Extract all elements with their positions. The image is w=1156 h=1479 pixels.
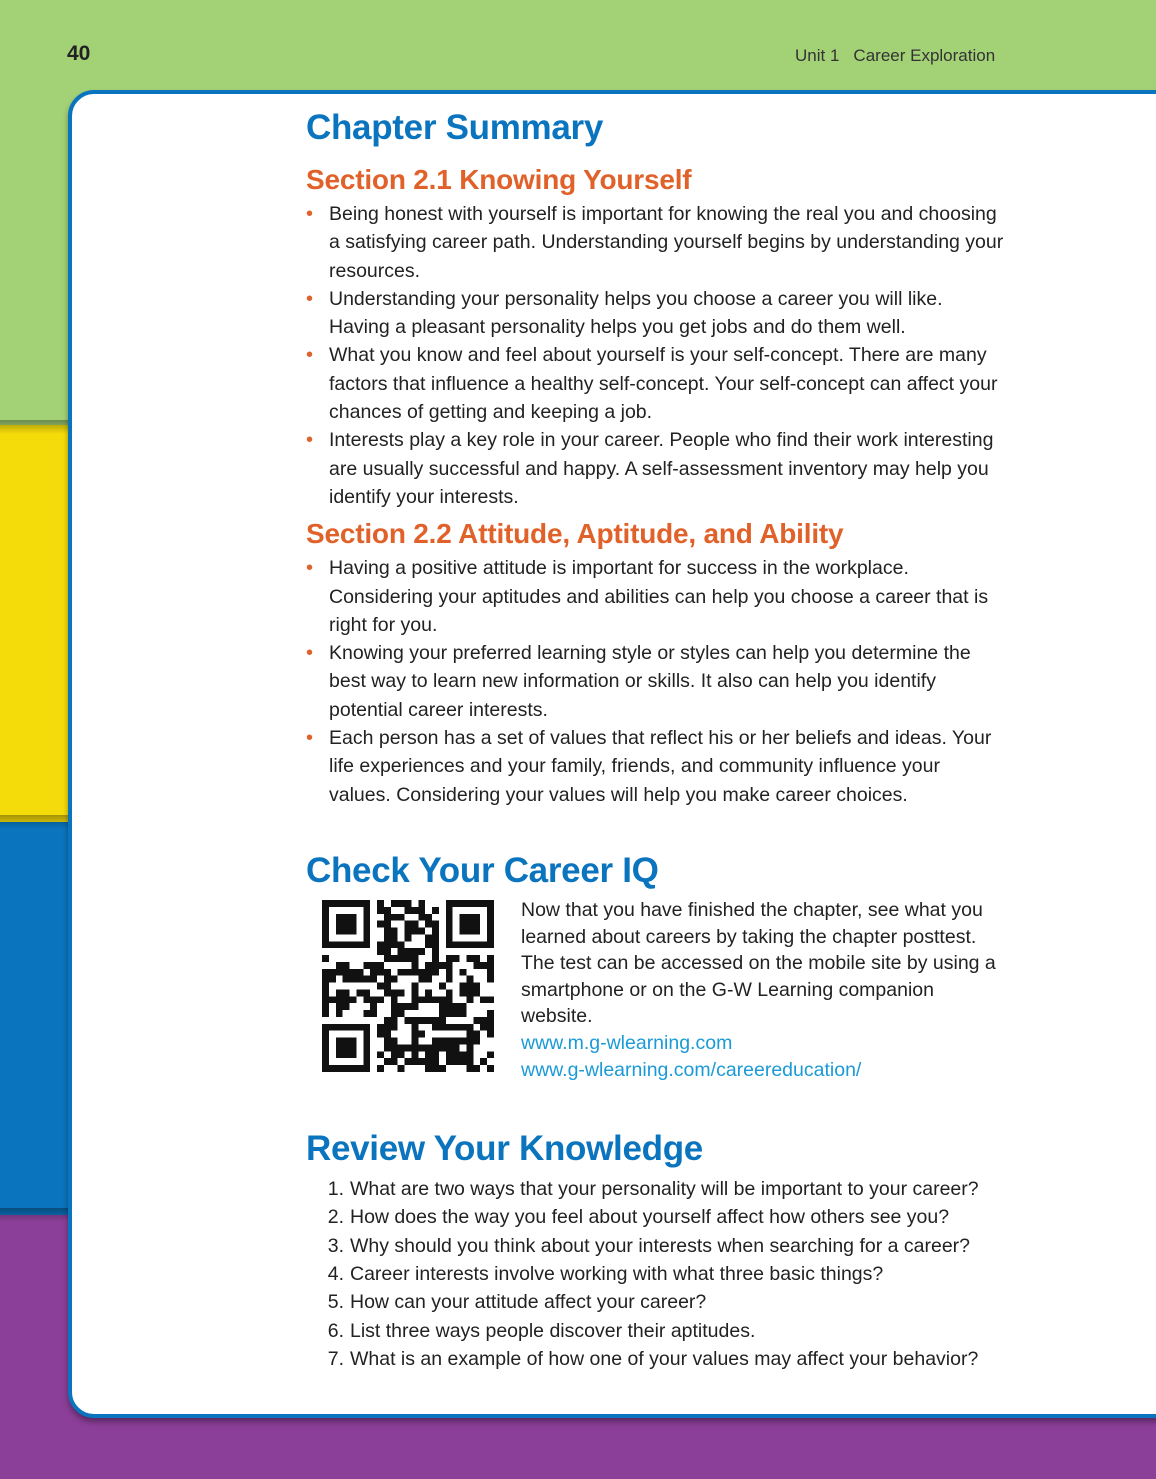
section-2-2-heading: Section 2.2 Attitude, Aptitude, and Ability <box>306 518 844 550</box>
question-number: 2. <box>327 1206 344 1229</box>
chapter-summary-title: Chapter Summary <box>306 108 603 147</box>
list-item: • Being honest with yourself is important for knowing the real you and choosing a satisfying career path. Understanding yourself begins by understanding your resources. <box>306 200 1006 285</box>
list-item <box>306 1175 1006 1203</box>
section-2-1-heading: Section 2.1 Knowing Yourself <box>306 164 692 195</box>
career-iq-row <box>306 897 1006 1083</box>
list-item: • Knowing your preferred learning style or styles can help you determine the best way to learn new information or skills. It also can help you identify potential career interests. <box>306 639 1006 724</box>
question-text: Why should you think about your interests when searching for a career? <box>350 1234 971 1257</box>
question-number: 1. <box>327 1178 344 1201</box>
question-number: 6. <box>327 1319 344 1342</box>
list-item <box>306 1203 1006 1231</box>
question-number: 7. <box>327 1347 344 1370</box>
question-number: 3. <box>327 1234 344 1257</box>
list-item <box>306 1260 1006 1288</box>
running-head <box>795 46 995 66</box>
review-knowledge-title: Review Your Knowledge <box>306 1129 703 1169</box>
section-2-2-bullets <box>306 554 1006 809</box>
list-item <box>306 1345 1006 1373</box>
question-text: What are two ways that your personality will be important to your career? <box>350 1178 979 1201</box>
question-text: What is an example of how one of your values may affect your behavior? <box>350 1347 979 1370</box>
page-number: 40 <box>67 42 91 65</box>
list-item <box>306 1288 1006 1316</box>
page-content <box>306 108 1006 1373</box>
question-text: Career interests involve working with what three basic things? <box>350 1262 884 1285</box>
question-text: How can your attitude affect your career? <box>350 1291 707 1314</box>
unit-title: Career Exploration <box>853 46 996 65</box>
unit-label: Unit 1 <box>795 46 840 65</box>
career-iq-title: Check Your Career IQ <box>306 850 659 890</box>
qr-code-icon[interactable] <box>322 900 494 1072</box>
question-text: How does the way you feel about yourself affect how others see you? <box>350 1206 950 1229</box>
list-item: • Each person has a set of values that reflect his or her beliefs and ideas. Your life experiences and your family, friends, and community influence your values. Considering your values will help you make career choices. <box>306 724 1006 809</box>
question-number: 4. <box>327 1262 344 1285</box>
question-number: 5. <box>327 1291 344 1314</box>
career-iq-text: Now that you have finished the chapter, see what you learned about careers by taking the chapter posttest. The test can be accessed on the mobile site by using a smartphone or on the G-W Learning companion website. <box>521 898 996 1028</box>
list-item: • Interests play a key role in your career. People who find their work interesting are usually successful and happy. A self-assessment inventory may help you identify your interests. <box>306 426 1006 511</box>
review-questions-list <box>306 1175 1006 1373</box>
section-2-1-bullets <box>306 200 1006 511</box>
career-iq-text-block <box>521 897 1006 1083</box>
mobile-site-link[interactable]: www.m.g-wlearning.com <box>521 1031 733 1054</box>
list-item <box>306 1232 1006 1260</box>
companion-website-link[interactable]: www.g-wlearning.com/careereducation/ <box>521 1058 862 1081</box>
list-item <box>306 1317 1006 1345</box>
list-item: • Having a positive attitude is important for success in the workplace. Considering your aptitudes and abilities can help you choose a career that is right for you. <box>306 554 1006 639</box>
question-text: List three ways people discover their aptitudes. <box>350 1319 756 1342</box>
list-item: • What you know and feel about yourself is your self-concept. There are many factors that influence a healthy self-concept. Your self-concept can affect your chances of getting and keeping a job. <box>306 341 1006 426</box>
list-item: • Understanding your personality helps you choose a career you will like. Having a pleasant personality helps you get jobs and do them well. <box>306 285 1006 342</box>
